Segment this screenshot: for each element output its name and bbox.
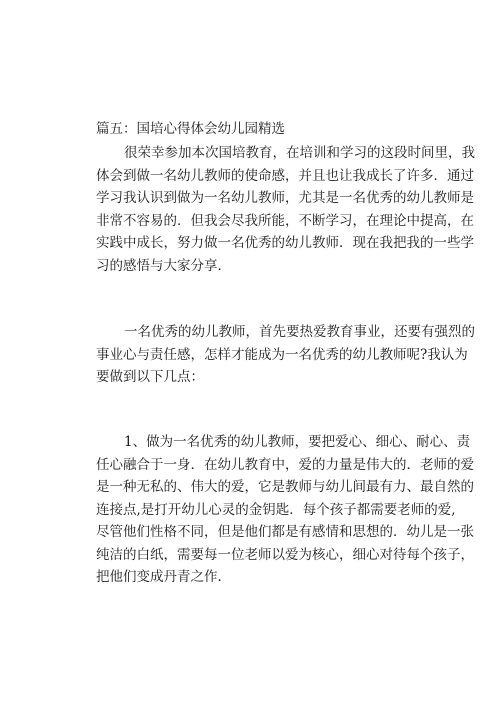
paragraph-line: 学习我认识到做为一名幼儿教师，尤其是一名优秀的幼儿教师是: [96, 190, 474, 206]
paragraph-3: [96, 431, 474, 589]
paragraph-2: [96, 321, 475, 389]
paragraph-line: 任心融合于一身．在幼儿教育中，爱的力量是伟大的．老师的爱: [96, 456, 474, 473]
paragraph-line: 事业心与责任感，怎样才能成为一名优秀的幼儿教师呢?我认为: [96, 346, 468, 363]
paragraph-line: 纯洁的白纸，需要每一位老师以爱为核心，细心对待每个孩子，: [96, 546, 474, 563]
document-title: 篇五：国培心得体会幼儿园精选: [96, 121, 285, 137]
paragraph-line: 把他们变成丹青之作．: [96, 569, 231, 585]
paragraph-line: 是一种无私的、伟大的爱，它是教师与幼儿间最有力、最自然的: [96, 479, 474, 495]
paragraph-line: 1、做为一名优秀的幼儿教师，要把爱心、细心、耐心、责: [124, 434, 471, 450]
paragraph-line: 一名优秀的幼儿教师，首先要热爱教育事业，还要有强烈的: [124, 324, 475, 340]
paragraph-line: 连接点,是打开幼儿心灵的金钥匙．每个孩子都需要老师的爱,: [96, 501, 456, 518]
paragraph-line: 实践中成长，努力做一名优秀的幼儿教师．现在我把我的一些学: [96, 235, 474, 251]
paragraph-line: 体会到做一名幼儿教师的使命感，并且也让我成长了许多．通过: [96, 167, 474, 184]
paragraph-1: [96, 142, 475, 277]
paragraph-line: 很荣幸参加本次国培教育，在培训和学习的这段时间里，我: [124, 145, 475, 161]
paragraph-line: 尽管他们性格不同，但是他们都是有感情和思想的．幼儿是一张: [96, 524, 474, 540]
paragraph-line: 要做到以下几点：: [96, 369, 204, 385]
paragraph-line: 习的感悟与大家分享．: [96, 257, 231, 274]
paragraph-line: 非常不容易的．但我会尽我所能，不断学习，在理论中提高，在: [96, 212, 474, 229]
